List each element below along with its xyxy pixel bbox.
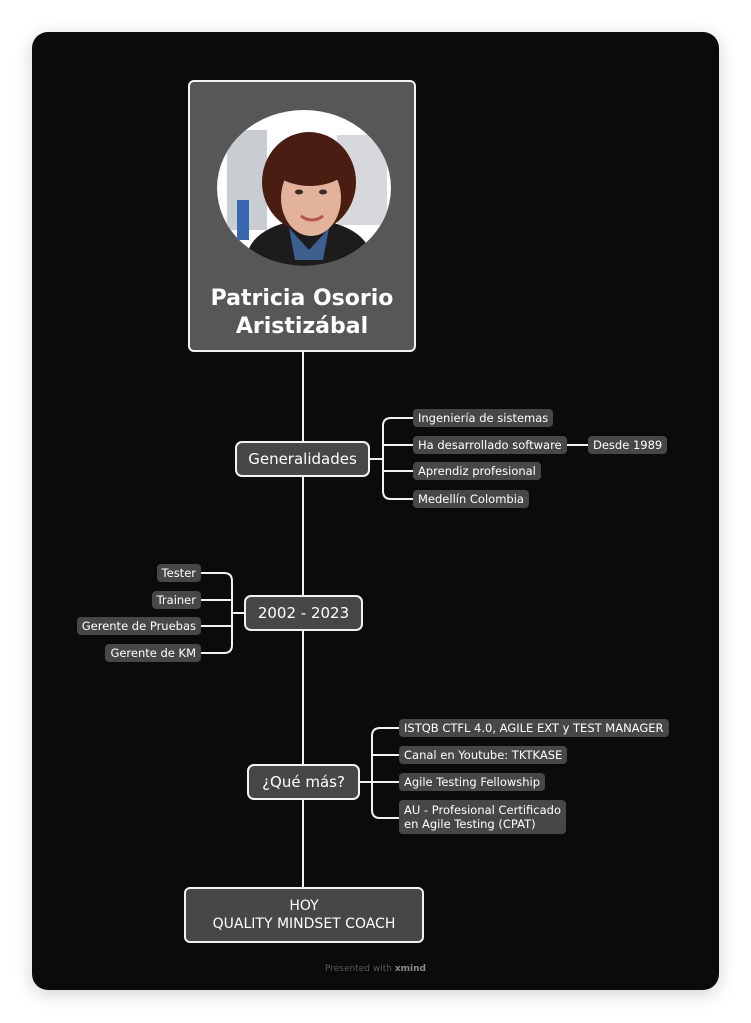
subtopic-label: Trainer: [156, 593, 196, 607]
root-title: [190, 285, 414, 341]
topic-period[interactable]: [244, 595, 363, 631]
topic-que-mas[interactable]: [247, 764, 360, 800]
subtopic-youtube[interactable]: [399, 746, 567, 764]
portrait-image: [217, 110, 391, 266]
subtopic-label-line1: AU - Profesional Certificado: [404, 803, 562, 817]
topic-label: 2002 - 2023: [257, 604, 350, 622]
topic-hoy[interactable]: [184, 887, 424, 943]
root-name-line1: Patricia Osorio: [210, 286, 394, 311]
subtopic-istqb[interactable]: [399, 719, 669, 737]
subtopic-gerente-pruebas[interactable]: [77, 617, 201, 635]
subtopic-label: Tester: [161, 566, 196, 580]
subtopic-label: Gerente de KM: [110, 646, 196, 660]
subtopic-label-line2: en Agile Testing (CPAT): [404, 817, 536, 831]
final-line2: QUALITY MINDSET COACH: [212, 916, 396, 932]
subtopic-label: ISTQB CTFL 4.0, AGILE EXT y TEST MANAGER: [404, 721, 664, 735]
footer-credit: [0, 964, 751, 974]
topic-generalidades[interactable]: [235, 441, 370, 477]
subtopic-aprendiz[interactable]: [413, 462, 541, 480]
topic-label: ¿Qué más?: [262, 773, 345, 791]
subtopic-label: Canal en Youtube: TKTKASE: [404, 748, 563, 762]
topic-label: Generalidades: [248, 450, 357, 468]
root-node[interactable]: [188, 80, 416, 352]
subtopic-label: Agile Testing Fellowship: [404, 775, 541, 789]
subtopic-desde[interactable]: [588, 436, 667, 454]
subtopic-software[interactable]: [413, 436, 567, 454]
subtopic-trainer[interactable]: [152, 591, 201, 609]
footer-prefix: Presented with: [325, 964, 392, 974]
subtopic-label: Ha desarrollado software: [418, 438, 562, 452]
subtopic-medellin[interactable]: [413, 490, 529, 508]
subtopic-label: Desde 1989: [593, 438, 663, 452]
subtopic-fellowship[interactable]: [399, 773, 545, 791]
avatar: [217, 110, 391, 266]
subtopic-label: Aprendiz profesional: [418, 464, 536, 478]
root-name-line2: Aristizábal: [235, 314, 369, 339]
subtopic-gerente-km[interactable]: [105, 644, 201, 662]
subtopic-label: Gerente de Pruebas: [81, 619, 196, 633]
subtopic-tester[interactable]: [157, 564, 201, 582]
xmind-logo: xmind: [394, 964, 426, 974]
subtopic-cpat[interactable]: [399, 800, 566, 834]
subtopic-label: Ingeniería de sistemas: [418, 411, 549, 425]
subtopic-label: Medellín Colombia: [418, 492, 524, 506]
final-line1: HOY: [289, 898, 319, 914]
subtopic-ingenieria[interactable]: [413, 409, 553, 427]
